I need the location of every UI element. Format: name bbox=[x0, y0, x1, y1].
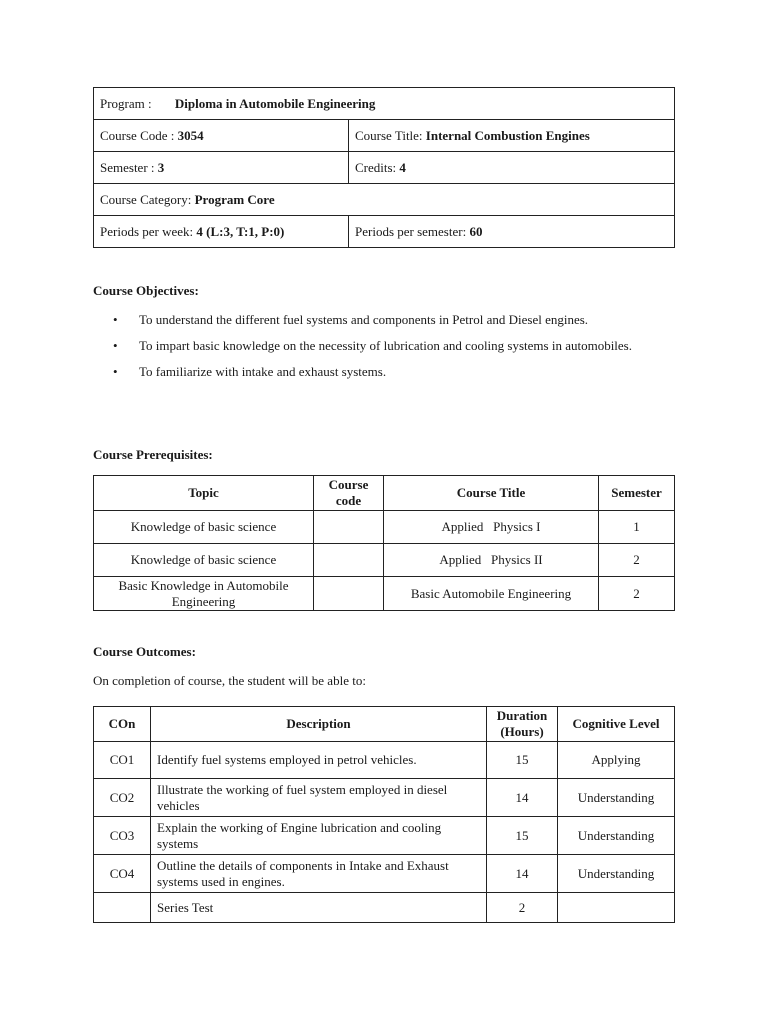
prerequisites-table bbox=[93, 475, 675, 611]
table-cell: Identify fuel systems employed in petrol vehicles. bbox=[151, 742, 487, 779]
category-label: Course Category: bbox=[100, 191, 192, 207]
objectives-heading: Course Objectives: bbox=[93, 283, 199, 298]
table-row bbox=[94, 893, 675, 923]
table-cell: 15 bbox=[487, 742, 558, 779]
objectives-list bbox=[93, 312, 674, 390]
table-header: COn bbox=[94, 707, 151, 742]
table-cell: Knowledge of basic science bbox=[94, 544, 314, 577]
table-row bbox=[94, 544, 675, 577]
bullet: • bbox=[113, 338, 118, 353]
periods-semester-value: 60 bbox=[469, 223, 483, 239]
table-row bbox=[94, 855, 675, 893]
program-label: Program : bbox=[100, 95, 152, 111]
objective-text: To familiarize with intake and exhaust systems. bbox=[139, 364, 387, 379]
table-cell: Applied Physics II bbox=[384, 544, 599, 577]
bullet: • bbox=[113, 312, 118, 327]
list-item bbox=[93, 338, 674, 354]
table-cell: 2 bbox=[487, 893, 558, 923]
table-cell: 2 bbox=[599, 544, 675, 577]
table-cell: Outline the details of components in Intake and Exhaust systems used in engines. bbox=[151, 855, 487, 893]
table-cell: CO3 bbox=[94, 817, 151, 855]
course-title-value: Internal Combustion Engines bbox=[425, 127, 590, 143]
table-row bbox=[94, 511, 675, 544]
semester-cell bbox=[94, 152, 349, 184]
table-row bbox=[94, 742, 675, 779]
table-header: Duration (Hours) bbox=[487, 707, 558, 742]
table-cell: 14 bbox=[487, 855, 558, 893]
table-cell: Applied Physics I bbox=[384, 511, 599, 544]
table-cell: CO1 bbox=[94, 742, 151, 779]
outcomes-table bbox=[93, 706, 675, 923]
list-item bbox=[93, 312, 674, 328]
table-row bbox=[94, 817, 675, 855]
table-header: Semester bbox=[599, 476, 675, 511]
periods-week-cell bbox=[94, 216, 349, 248]
table-cell: 14 bbox=[487, 779, 558, 817]
table-cell: Series Test bbox=[151, 893, 487, 923]
table-cell: Applying bbox=[558, 742, 675, 779]
course-code-value: 3054 bbox=[177, 127, 204, 143]
bullet: • bbox=[113, 364, 118, 379]
table-header: Description bbox=[151, 707, 487, 742]
table-header: Topic bbox=[94, 476, 314, 511]
table-cell: Knowledge of basic science bbox=[94, 511, 314, 544]
table-header: Cognitive Level bbox=[558, 707, 675, 742]
table-row bbox=[94, 779, 675, 817]
course-code-label: Course Code : bbox=[100, 127, 175, 143]
program-cell bbox=[94, 88, 675, 120]
table-row bbox=[94, 577, 675, 611]
table-cell: Understanding bbox=[558, 817, 675, 855]
program-info-table bbox=[93, 87, 675, 248]
periods-week-label: Periods per week: bbox=[100, 223, 194, 239]
table-header: Course code bbox=[314, 476, 384, 511]
list-item bbox=[93, 364, 674, 380]
table-cell bbox=[314, 544, 384, 577]
credits-label: Credits: bbox=[355, 159, 397, 175]
table-cell bbox=[94, 893, 151, 923]
table-cell: Understanding bbox=[558, 779, 675, 817]
program-value: Diploma in Automobile Engineering bbox=[174, 95, 376, 111]
periods-semester-cell bbox=[349, 216, 675, 248]
category-value: Program Core bbox=[194, 191, 275, 207]
semester-label: Semester : bbox=[100, 159, 155, 175]
semester-value: 3 bbox=[157, 159, 165, 175]
table-cell: Basic Knowledge in Automobile Engineering bbox=[94, 577, 314, 611]
table-cell bbox=[558, 893, 675, 923]
course-title-label: Course Title: bbox=[355, 127, 423, 143]
credits-value: 4 bbox=[399, 159, 406, 175]
course-code-cell bbox=[94, 120, 349, 152]
table-cell bbox=[314, 577, 384, 611]
periods-week-value: 4 (L:3, T:1, P:0) bbox=[196, 223, 285, 239]
table-cell: Explain the working of Engine lubrication and cooling systems bbox=[151, 817, 487, 855]
table-cell: 1 bbox=[599, 511, 675, 544]
table-cell: 15 bbox=[487, 817, 558, 855]
table-cell: Understanding bbox=[558, 855, 675, 893]
course-title-cell bbox=[349, 120, 675, 152]
prerequisites-heading: Course Prerequisites: bbox=[93, 447, 213, 462]
table-cell: CO2 bbox=[94, 779, 151, 817]
outcomes-heading: Course Outcomes: bbox=[93, 644, 196, 659]
table-cell: Basic Automobile Engineering bbox=[384, 577, 599, 611]
category-cell bbox=[94, 184, 675, 216]
objective-text: To impart basic knowledge on the necessity of lubrication and cooling systems in automobiles. bbox=[139, 338, 632, 353]
table-cell: 2 bbox=[599, 577, 675, 611]
credits-cell bbox=[349, 152, 675, 184]
table-header: Course Title bbox=[384, 476, 599, 511]
table-cell: CO4 bbox=[94, 855, 151, 893]
periods-semester-label: Periods per semester: bbox=[355, 223, 467, 239]
outcomes-intro: On completion of course, the student will be able to: bbox=[93, 673, 366, 688]
objective-text: To understand the different fuel systems and components in Petrol and Diesel engines. bbox=[139, 312, 589, 327]
table-cell bbox=[314, 511, 384, 544]
table-cell: Illustrate the working of fuel system employed in diesel vehicles bbox=[151, 779, 487, 817]
